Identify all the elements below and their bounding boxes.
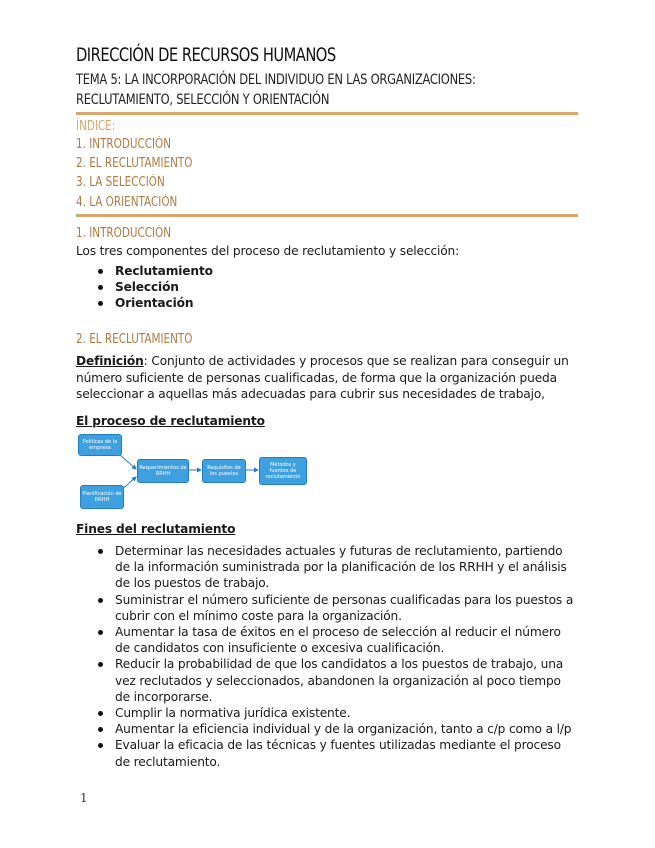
aims-list: [76, 543, 578, 770]
document-title: DIRECCIÓN DE RECURSOS HUMANOS: [76, 44, 336, 66]
bullet-icon: [98, 301, 103, 306]
section-heading-introduction: 1. INTRODUCCIÓN: [76, 226, 172, 241]
index-item[interactable]: 2. EL RECLUTAMIENTO: [76, 156, 193, 171]
list-item: Cumplir la normativa jurídica existente.: [76, 705, 578, 721]
list-item: Suministrar el número suficiente de personas cualificadas para los puestos a cubrir con el mínimo coste para la organización.: [76, 592, 578, 624]
intro-text: Los tres componentes del proceso de reclutamiento y selección:: [76, 244, 460, 258]
document-subtitle: TEMA 5: LA INCORPORACIÓN DEL INDIVIDUO EN LAS ORGANIZACIONES: RECLUTAMIENTO, SELECCIÓN Y ORIENTACIÓN: [76, 72, 476, 108]
arrow: [120, 455, 136, 469]
diagram-box-recruitment-sources: Métodos y fuentes de reclutamiento: [259, 457, 307, 485]
diagram-box-hr-requirements: Requerimientos de RRHH: [137, 459, 189, 483]
bullet-icon: [98, 743, 103, 748]
index-item[interactable]: 3. LA SELECCIÓN: [76, 175, 165, 190]
list-item: Determinar las necesidades actuales y futuras de reclutamiento, partiendo de la información suministrada por la planificación de los RRHH y el análisis de los puestos de trabajo.: [76, 543, 578, 592]
section-heading-recruitment: 2. EL RECLUTAMIENTO: [76, 332, 193, 347]
diagram-box-job-requirements: Requisitos de los puestos: [202, 459, 246, 483]
list-item: Aumentar la tasa de éxitos en el proceso de selección al reducir el número de candidatos con insuficiente o excesiva cualificación.: [76, 624, 578, 656]
list-item: Evaluar la eficacia de las técnicas y fuentes utilizadas mediante el proceso de reclutamiento.: [76, 737, 578, 769]
definition-paragraph: [76, 353, 578, 403]
list-item: Reducir la probabilidad de que los candidatos a los puestos de trabajo, una vez reclutados y seleccionados, abandonen la organización al poco tiempo de incorporarse.: [76, 656, 578, 705]
bullet-icon: [98, 269, 103, 274]
bullet-icon: [98, 630, 103, 635]
list-item: Reclutamiento: [76, 263, 578, 279]
index-item[interactable]: 1. INTRODUCCIÓN: [76, 137, 172, 152]
definition-label: Definición: [76, 354, 144, 368]
bullet-icon: [98, 549, 103, 554]
components-list: [76, 263, 578, 312]
diagram-box-policies: Politicas de la empresa: [78, 434, 122, 456]
list-item: Selección: [76, 279, 578, 295]
index-item[interactable]: 4. LA ORIENTACIÓN: [76, 195, 178, 210]
diagram-box-hr-planning: Planificación de RRHH: [80, 485, 124, 509]
page-number: 1: [80, 791, 88, 805]
divider-index: [76, 214, 578, 217]
bullet-icon: [98, 662, 103, 667]
definition-text: : Conjunto de actividades y procesos que se realizan para conseguir un número suficiente de personas cualificadas, de forma que la organización pueda seleccionar a aquellas más adecuadas para cubrir sus necesidades de trabajo,: [76, 354, 569, 401]
bullet-icon: [98, 285, 103, 290]
recruitment-process-diagram: [76, 434, 316, 510]
divider-top: [76, 112, 578, 115]
aims-title: Fines del reclutamiento: [76, 522, 236, 536]
bullet-icon: [98, 598, 103, 603]
list-item: Aumentar la eficiencia individual y de la organización, tanto a c/p como a l/p: [76, 721, 578, 737]
list-item: Orientación: [76, 295, 578, 311]
bullet-icon: [98, 727, 103, 732]
process-title: El proceso de reclutamiento: [76, 414, 265, 428]
index-title: ÍNDICE:: [76, 119, 116, 134]
bullet-icon: [98, 711, 103, 716]
